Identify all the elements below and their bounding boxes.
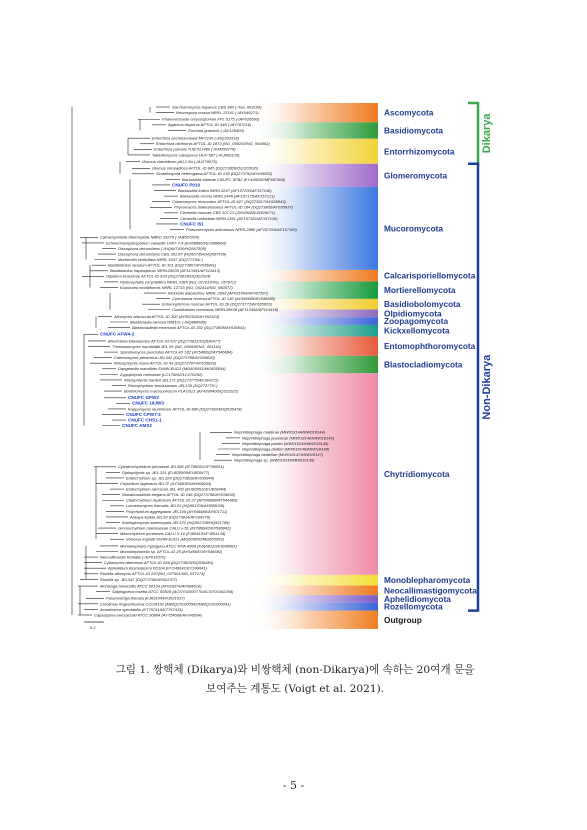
- dikarya-bracket: [468, 103, 478, 164]
- taxon-label: CNUFC GPW2: [128, 395, 159, 401]
- taxon-label: Phanerochaete chrysosporium FPL 5175 (-/AF026593): [162, 116, 260, 122]
- taxon-label: Kuzuhaea moniliformis NRRL 12733 (NG_042414/NG_060972): [120, 284, 233, 290]
- taxon-label: Saccharomyces bayanus CBS 380 (-/NG_063104): [172, 104, 262, 110]
- page-number: - 5 -: [282, 779, 305, 792]
- taxon-label: Backusella circina NRRL2446 (AF157175/AF157121): [180, 193, 275, 199]
- taxon-label: Nephridiophaga blatteri (MW018148/MW018148): [242, 446, 330, 452]
- taxon-label: Cylindrochytridium johnstonii JEL596 (JF796052/JF796051): [118, 464, 225, 470]
- taxon-label: Circinella muscae CBS 107.13 (JX629085/JX629071): [180, 210, 276, 216]
- taxon-label: Gromochytrium mamkaevae CALU x-51 (KF586842/KF586842): [118, 525, 231, 531]
- group-label: Basidiobolomycota: [384, 299, 461, 310]
- taxon-label: Nowakowskiella elegans AFTOL-ID 146 (DQ273798/AY635835): [122, 492, 236, 498]
- taxon-label: Entorrhiza aschersoniana MP2230 (-/DQ363318): [152, 135, 239, 141]
- taxon-label: Monoblepharella sp. AFTOL-ID 25 (AY546687/AY546682): [120, 548, 223, 554]
- group-label: Mucoromycota: [384, 223, 444, 234]
- caption-line-1: 그림 1. 쌍핵체 (Dikarya)와 비쌍핵체 (non-Dikarya)에 속하는 20여개 문을: [115, 664, 475, 676]
- taxon-label: Echinochlamydosporium variabile LN07-7-4 (EU688963/EU688964): [106, 240, 227, 246]
- group-band: [248, 325, 378, 337]
- taxon-label: CNUFC I51: [180, 221, 204, 227]
- group-band: [248, 317, 378, 325]
- taxon-label: Rozella allomycis AFTOL-ID 297(NG_027561/NG_017174): [100, 571, 205, 577]
- group-band: [248, 575, 378, 586]
- group-label: Glomeromycota: [384, 170, 448, 181]
- taxon-label: Nephridiophaga javanicae (MW018146/MW018146): [242, 435, 335, 441]
- taxon-label: Nephridiophaga maderae (MW018144/MW018144): [234, 429, 325, 435]
- group-label: Aphelidiomycota: [384, 594, 451, 605]
- taxon-label: Dissophora decumbens CBS 301.87 (HQ667354/HQ667439): [118, 251, 227, 257]
- taxon-label: Acanthoeca spectabilis (KT757416/KT757415): [100, 606, 183, 612]
- group-band: [248, 586, 378, 596]
- taxon-label: Backusella tuberae CNUFC-SFB2 (KY449292/MF667969): [182, 176, 286, 182]
- taxon-label: Olpidium brassicae AFTOL-ID 633 (DQ273818/DQ322624): [106, 273, 211, 279]
- taxon-label: Glomus intraradices AFTOL-ID 845 (DQ273828/DQ322630): [152, 165, 259, 171]
- taxon-label: Karlingiomyces asterocystis JEL572 (HQ901708/HQ901769): [122, 519, 230, 525]
- taxon-label: Dissophora decumbens (-/HQ667430/HQ667508): [118, 245, 207, 251]
- taxon-label: Diplophlyctis sp. JEL 331 (EU828505/EU828477): [122, 469, 210, 475]
- taxon-label: Catenomyces persicinus JEL342 (DQ273788/AY635830): [114, 355, 215, 361]
- taxon-label: Volvorax ingoldii SVdW-EUD1 (MG605050/MG605053): [126, 536, 224, 542]
- group-label: Outgroup: [384, 614, 422, 625]
- group-label: Rozellomycota: [384, 601, 443, 612]
- taxon-label: Kickxella alabastrina NRRL 2693 (AF031064/AF007537): [168, 290, 269, 296]
- group-label: Ascomycota: [384, 107, 434, 118]
- taxon-label: Lacustromyces hiemalis JEL31 (HQ901709/AH009039): [126, 503, 225, 509]
- taxon-label: Salpingoeca rosetta ATCC 50818 (ACSY01000770/ACSY01002269): [112, 589, 234, 595]
- taxon-label: CNUFC AFW4-2: [100, 331, 135, 337]
- group-band: [248, 373, 378, 575]
- taxon-label: Glomus claroideum pKL2-8a (-/AJ276075): [142, 158, 217, 164]
- taxon-label: Puccinia graminis (-/AY125409): [188, 127, 244, 133]
- taxon-label: Rhizophlyctis rosea AFTOL-ID 43 (DQ273787/AY635829): [114, 360, 216, 366]
- taxon-label: Endochytrium sp. JEL324 (DQ273818/AY635844): [126, 475, 215, 481]
- taxon-label: Aphelidium desmodesmi FD104 (KY249641/KY249641): [108, 565, 207, 571]
- group-band: [248, 595, 378, 603]
- taxon-label: Entorrhiza citriformis AFTOL-ID 1873 (NG_059193/NG_064962): [156, 141, 270, 147]
- taxon-label: Nephridiophaga postici (MW018145/MW018145): [242, 440, 329, 446]
- taxon-label: Rozella sp. JEL347 (DQ273766/AY601707): [100, 576, 178, 582]
- taxon-label: Backusella indica NRRL3247 (AF157200/AF157146): [178, 187, 272, 193]
- taxon-label: Circinella umbellata NRRL1351 (AF157182/AF157128): [180, 215, 278, 221]
- taxon-label: Entomophthora muscae AFTOL-ID 28 (DQ273772/AY635820): [162, 301, 272, 307]
- taxon-label: Mortierella verticillata NRRL 6337 (DQ273794/-): [118, 257, 204, 263]
- dikarya-label: Dikarya: [481, 113, 493, 154]
- group-band: [248, 270, 378, 282]
- group-label: Basidiomycota: [384, 125, 444, 136]
- taxon-label: Phycomyces blakesleeanus AFTOL-ID 184 (DQ273800/AY635837): [174, 204, 293, 210]
- taxon-label: Ankaya lepida JEL93 (DQ273814/AF164278): [130, 514, 211, 520]
- taxon-label: Spizellomyces punctatus AFTOL-ID 182 (AY546692/AY546684): [120, 349, 233, 355]
- group-label: Zoopagomycota: [384, 316, 449, 327]
- group-label: Monoblepharomycota: [384, 575, 471, 586]
- group-band: [248, 103, 378, 122]
- group-band: [248, 603, 378, 611]
- taxon-label: Nephridiophaga sp. (MW018149/MW018149): [234, 457, 315, 463]
- taxon-label: Boothiomyces macroporosum PLAUS21 (AY439040/DQ322622): [124, 388, 239, 394]
- taxon-label: Endochytrium ramosum JEL 402 (EU828511/EU828484): [126, 486, 227, 492]
- taxon-label: Mesochytrium penetrans CALU X 10 (FJ804153/FJ804149): [120, 531, 226, 537]
- taxon-label: Agaricus bisporus AFTOL-ID 448 (-/AY787216): [168, 122, 252, 128]
- taxon-label: Phascolomyces articulosus NRRL2880 (AF157204/AF157150): [186, 226, 297, 232]
- taxon-label: Talbotiomyces calosporus HUV 587 (-/KJ666129): [152, 152, 240, 158]
- group-band: [248, 337, 378, 356]
- scale-label: 0.2: [90, 625, 96, 630]
- group-label: Blastocladiomycota: [384, 359, 463, 370]
- taxon-label: CNUFC CPW7-3: [126, 411, 161, 417]
- caption-line-2: 보여주는 계통도 (Voigt et al. 2021).: [205, 683, 385, 695]
- taxon-label: Brevicaleia kilaueaense AFTOL-ID 637 (DQ273821/DQ536477): [108, 338, 221, 344]
- taxon-label: Monoblepharis hypogyna ATCC MYA-4809 (KJ668120/KJ668081): [120, 543, 237, 549]
- taxon-label: Coemansia reversa AFTOL-ID 140 (AY546689/AY546685): [172, 296, 276, 302]
- taxon-label: Nephridiophaga blattellae (MW018147/MW018147): [232, 451, 324, 457]
- group-label: Entorrhizomycota: [384, 146, 455, 157]
- non-dikarya-bracket: [468, 164, 478, 611]
- taxon-label: Polychytrium aggregatum JEL109 (AY546686/AY601711): [126, 508, 228, 514]
- group-label: Neocallimastigomycota: [384, 585, 477, 596]
- non-dikarya-label: Non-Dikarya: [481, 354, 493, 420]
- taxon-label: Calcarisporiella thermophila NBRC 33279 (-/AB567204): [100, 234, 199, 240]
- taxon-label: Basidiobolus haptosporus NRRL28635 (AF113451/AF113413): [110, 268, 221, 274]
- taxon-label: Rhizophlyctis harderi JEL171 (DQ273775/AF164272): [124, 377, 219, 383]
- taxon-label: Neurospora crassa NRRL 13141 (-/AY046271): [176, 109, 259, 115]
- taxon-label: CNUFC CHS1-1: [128, 417, 162, 423]
- taxon-label: Piptocephalis corymbifera NRRL 2385 (NG_027616/NG_057972): [120, 279, 236, 285]
- group-label: Mortierellomycota: [384, 285, 456, 296]
- group-band: [248, 122, 378, 138]
- taxon-label: Zygophlyctis melosirae (LC176292/LC176292): [120, 371, 203, 377]
- group-label: Chytridiomycota: [384, 469, 450, 480]
- taxon-label: Neocallimastix frontalis (-/EF014370): [100, 554, 166, 560]
- taxon-label: Allomyces arbuscula AFTOL-ID 300 (AY552525/AY552524): [114, 313, 220, 319]
- group-label: Olpidiomycota: [384, 308, 442, 319]
- group-label: Calcarisporiellomycota: [384, 270, 476, 281]
- taxon-label: Conidiobolus coronatus NRRL28638 (AF113456/AF113418): [172, 307, 279, 313]
- taxon-label: Blastocladiella emersonii AFTOL-ID 302 (DQ273808/AY635842): [132, 324, 246, 330]
- group-band: [248, 611, 378, 629]
- figure-caption: [60, 661, 530, 699]
- taxon-label: CNUFC P010: [172, 182, 201, 188]
- group-band: [248, 356, 378, 373]
- taxon-label: Dangeardia mamillata SVdW-EUD2 (MG605051/MG605054): [118, 366, 226, 372]
- taxon-label: Cyllamyces aberensis AFTOL-ID 846 (DQ273829/DQ536481): [104, 560, 214, 566]
- group-label: Kickxellomycota: [384, 325, 450, 336]
- taxon-label: Kappamyces laurelensis AFTOL-ID 690 (DQ273824/DQ536478): [128, 406, 242, 412]
- taxon-label: Cladochytrium replicatum AFTOL-ID 27 (AY546688/AY546683): [126, 497, 238, 503]
- taxon-label: Paramoeciga thecata (KJ631043/KJ631037): [106, 595, 185, 601]
- taxon-label: Creolimax fragrantissima CCCM101 (MWQC01000542/MWQC01000041): [100, 601, 231, 607]
- taxon-label: CNUFC AMS2: [122, 423, 152, 429]
- taxon-label: Thoreauomyces humboldtii JEL 95 (NG_059938/NG_061116): [112, 343, 221, 349]
- taxon-label: Entorrhiza parvula TUB 021486 (-/KM359779): [154, 146, 236, 152]
- taxon-label: Blastocladia ramosa WM101 (-/HQ888695): [130, 319, 207, 325]
- group-label: Entomophthoromycota: [384, 341, 476, 352]
- taxon-label: Cokeromyces recurvatus AFTOL-ID 627 (DQ273817/AY635843): [172, 199, 286, 205]
- taxon-label: Capsaspora owczarzaki ATCC 30864 (AY724688/AF349564): [94, 612, 202, 618]
- taxon-label: CNUFC 19JW3: [132, 400, 164, 406]
- taxon-label: Monosiga brevicollis ATCC 50154 (AY026374/AF084618): [100, 583, 202, 589]
- taxon-label: Scutellospora heterogama AFTOL-ID 138 (DQ273792/AY635832): [156, 171, 273, 177]
- taxon-label: Chytridium lagenaria JEL72 (AY349083/AH009044): [120, 480, 212, 486]
- taxon-label: Basidiobolus ranarum AFTOL-ID 301 (DQ273807/AY635841): [108, 262, 217, 268]
- taxon-label: Rhizophydium brooksianum JEL136 (DQ273770/-): [128, 382, 218, 388]
